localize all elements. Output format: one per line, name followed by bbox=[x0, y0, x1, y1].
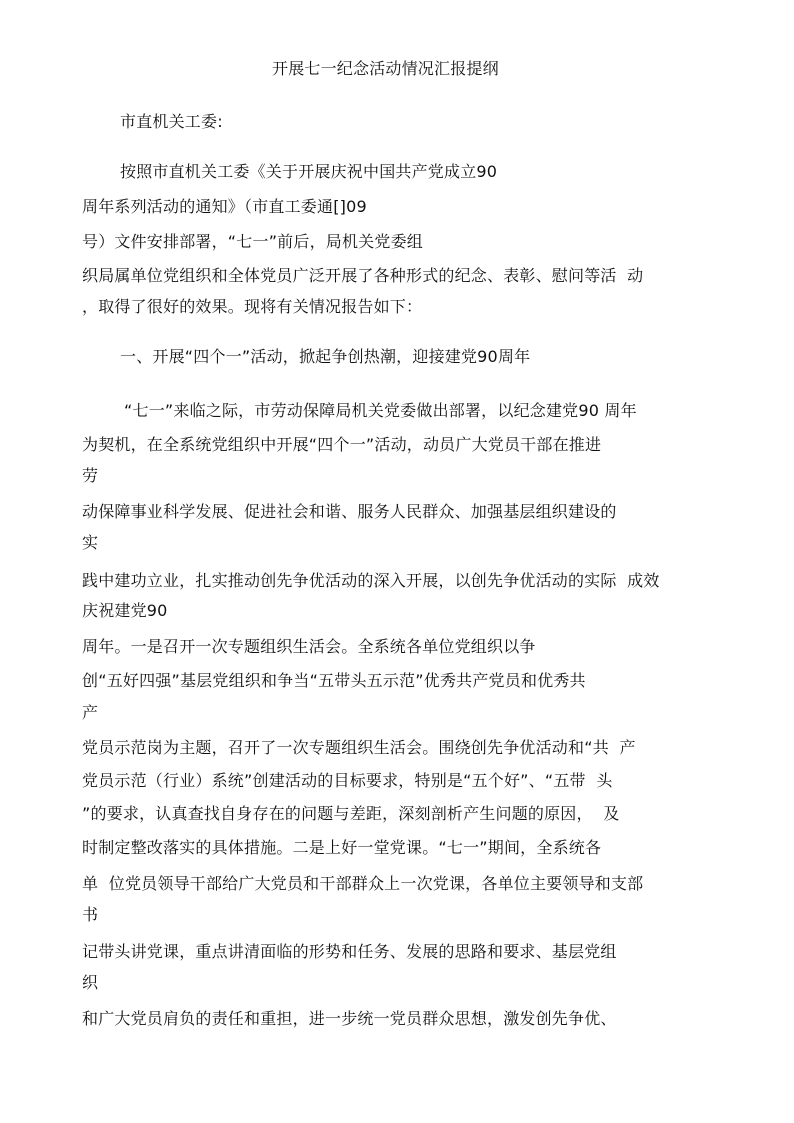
body-line: 周年。一是召开一次专题组织生活会。全系统各单位党组织以争 bbox=[82, 637, 536, 656]
body-line: ，取得了很好的效果。现将有关情况报告如下： bbox=[82, 297, 423, 316]
body-line: 号）文件安排部署，“七一”前后，局机关党委组 bbox=[82, 232, 423, 251]
body-line: 劳 bbox=[82, 466, 99, 485]
body-line: 产 bbox=[82, 703, 99, 722]
body-line: 书 bbox=[82, 905, 99, 924]
body-line: ”的要求，认真查找自身存在的问题与差距，深刻剖析产生问题的原因， 及 bbox=[82, 804, 620, 823]
body-line: 记带头讲党课，重点讲清面临的形势和任务、发展的思路和要求、基层党组 bbox=[82, 942, 617, 961]
salutation: 市直机关工委: bbox=[120, 112, 223, 131]
body-line: 周年系列活动的通知》（市直工委通[]09 bbox=[82, 197, 367, 216]
body-line: 织局属单位党组织和全体党员广泛开展了各种形式的纪念、表彰、慰问等活 动 bbox=[82, 266, 644, 285]
body-line: 按照市直机关工委《关于开展庆祝中国共产党成立90 bbox=[120, 162, 498, 181]
body-line: 创“五好四强”基层党组织和争当“五带头五示范”优秀共产党员和优秀共 bbox=[82, 671, 586, 690]
body-line: 单 位党员领导干部给广大党员和干部群众上一次党课，各单位主要领导和支部 bbox=[82, 874, 644, 893]
body-line: 庆祝建党90 bbox=[82, 601, 168, 620]
body-line: 和广大党员肩负的责任和重担，进一步统一党员群众思想，激发创先争优、 bbox=[82, 1009, 617, 1028]
body-line: 实 bbox=[82, 533, 99, 552]
document-title: 开展七一纪念活动情况汇报提纲 bbox=[272, 59, 499, 78]
body-line: 时制定整改落实的具体措施。二是上好一堂党课。“七一”期间，全系统各 bbox=[82, 838, 602, 857]
section-heading: 一、开展“四个一”活动，掀起争创热潮，迎接建党90周年 bbox=[120, 347, 531, 366]
body-line: 党员示范（行业）系统”创建活动的目标要求，特别是“五个好”、“五带 头 bbox=[82, 771, 613, 790]
body-line: 践中建功立业，扎实推动创先争优活动的深入开展，以创先争优活动的实际 成效 bbox=[82, 571, 660, 590]
body-line: “七一”来临之际，市劳动保障局机关党委做出部署，以纪念建党90 周年 bbox=[124, 401, 637, 420]
body-line: 党员示范岗为主题，召开了一次专题组织生活会。围绕创先争优活动和“共 产 bbox=[82, 738, 636, 757]
body-line: 动保障事业科学发展、促进社会和谐、服务人民群众、加强基层组织建设的 bbox=[82, 502, 617, 521]
body-line: 织 bbox=[82, 973, 99, 992]
body-line: 为契机，在全系统党组织中开展“四个一”活动，动员广大党员干部在推进 bbox=[82, 435, 602, 454]
